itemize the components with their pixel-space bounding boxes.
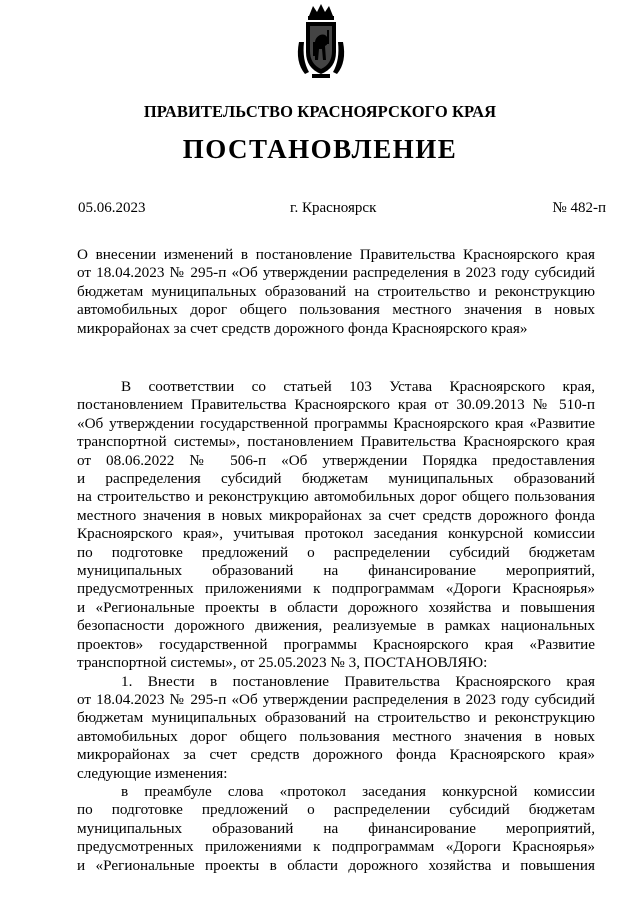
body-line: микрорайонах за счет средств дорожного фонда Красноярского края» <box>77 746 595 764</box>
body-line: транспортной системы», постановлением Правительства Красноярского края <box>77 433 595 451</box>
subject-line: микрорайонах за счет средств дорожного фонда Красноярского края» <box>77 319 528 337</box>
body-line: проектов» государственной программы Красноярского края «Развитие <box>77 635 595 653</box>
document-number: № 482-п <box>552 200 606 216</box>
body-line: бюджетам муниципальных образований на строительство и реконструкцию <box>77 709 595 727</box>
coat-of-arms-icon <box>293 2 349 80</box>
document-date: 05.06.2023 <box>78 200 146 216</box>
document-type-title: ПОСТАНОВЛЕНИЕ <box>182 134 458 164</box>
body-line: предусмотренных приложениями к подпрограммам «Дороги Красноярья» <box>77 838 595 856</box>
body-line: по подготовке предложений о распределении субсидий бюджетам <box>77 801 595 819</box>
body-line: и распределения субсидий бюджетам муниципальных образований <box>77 470 595 488</box>
body-line: местного значения в новых микрорайонах за счет средств дорожного фонда <box>77 506 595 524</box>
body-line: муниципальных образований на финансирование мероприятий, <box>77 819 595 837</box>
document-city: г. Красноярск <box>290 200 377 216</box>
subject-line: О внесении изменений в постановление Правительства Красноярского края <box>77 246 595 263</box>
body-line: и «Региональные проекты в области дорожного хозяйства и повышения <box>77 856 595 874</box>
subject-line: от 18.04.2023 № 295-п «Об утверждении распределения в 2023 году субсидий <box>77 264 595 282</box>
body-line: от 08.06.2022 № 506-п «Об утверждении Порядка предоставления <box>77 451 595 469</box>
body-line: в преамбуле слова «протокол заседания конкурсной комиссии <box>121 782 595 800</box>
body-line: на строительство и реконструкцию автомобильных дорог общего пользования <box>77 488 595 506</box>
body-line: автомобильных дорог общего пользования местного значения в новых <box>77 727 595 745</box>
body-line: безопасности дорожного движения, реализуемые в рамках национальных <box>77 617 595 635</box>
body-line: Красноярского края», учитывая протокол заседания конкурсной комиссии <box>77 525 595 543</box>
body-line: муниципальных образований на финансирование мероприятий, <box>77 562 595 580</box>
subject-line: бюджетам муниципальных образований на строительство и реконструкцию <box>77 282 595 300</box>
body-line: В соответствии со статьей 103 Устава Красноярского края, <box>121 378 595 395</box>
body-line: предусмотренных приложениями к подпрограммам «Дороги Красноярья» <box>77 580 595 598</box>
body-line: и «Региональные проекты в области дорожного хозяйства и повышения <box>77 598 595 616</box>
subject-line: автомобильных дорог общего пользования местного значения в новых <box>77 301 595 319</box>
government-title: ПРАВИТЕЛЬСТВО КРАСНОЯРСКОГО КРАЯ <box>143 102 497 121</box>
body-line: 1. Внести в постановление Правительства Красноярского края <box>121 672 595 690</box>
body-line: постановлением Правительства Красноярского края от 30.09.2013 № 510-п <box>77 396 595 414</box>
body-text <box>77 378 595 875</box>
subject-block <box>77 246 595 338</box>
body-line: следующие изменения: <box>77 764 228 782</box>
body-line: от 18.04.2023 № 295-п «Об утверждении распределения в 2023 году субсидий <box>77 690 595 708</box>
body-line: «Об утверждении государственной программы Красноярского края «Развитие <box>77 414 595 432</box>
body-line: транспортной системы», от 25.05.2023 № 3, ПОСТАНОВЛЯЮ: <box>77 654 488 672</box>
body-line: по подготовке предложений о распределении субсидий бюджетам <box>77 543 595 561</box>
